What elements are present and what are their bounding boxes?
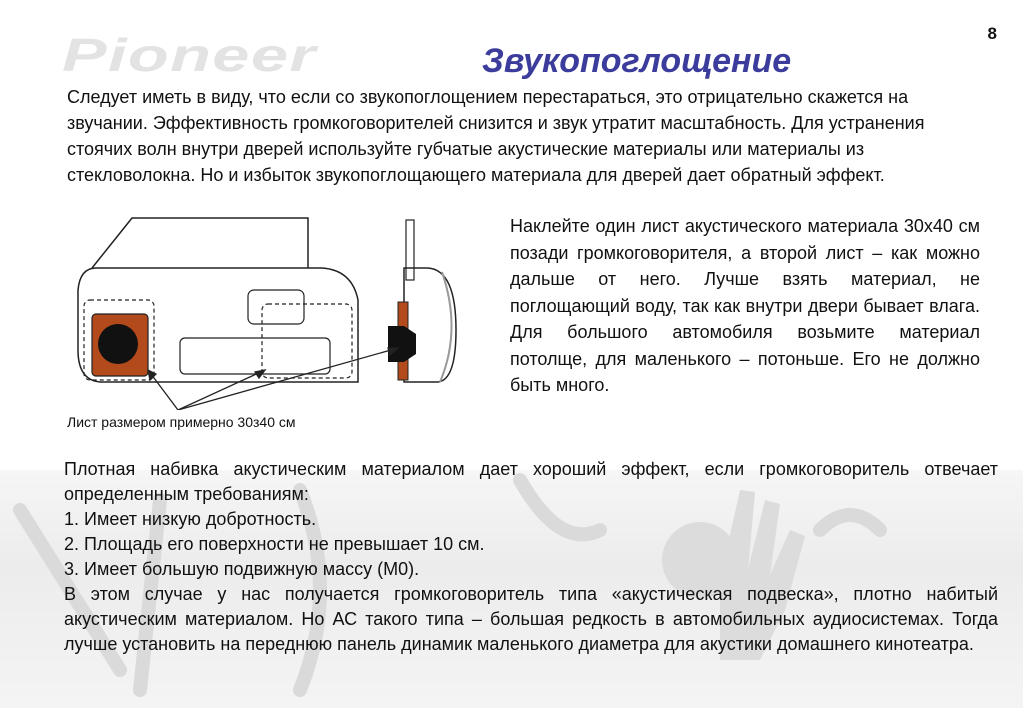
- absorber-sheet-2: [262, 304, 352, 378]
- door-section-speaker: [388, 326, 404, 362]
- door-section-glass: [406, 220, 414, 280]
- door-section-trim: [440, 272, 452, 382]
- requirement-item-1: 1. Имеет низкую добротность.: [64, 509, 317, 529]
- intro-paragraph: Следует иметь в виду, что если со звукопоглощением перестараться, это отрицательно скажется на звучании. Эффективность громкоговорителей снизится и звук утратит масштабность. Для устранения стоячих волн внутри дверей используйте губчатые акустические материалы или материалы из стекловолокна. Но и избыток звукопоглощающего материала для дверей дает обратный эффект.: [67, 87, 925, 185]
- pointer-line-3: [178, 348, 398, 410]
- requirement-item-2: 2. Площадь его поверхности не превышает 10 см.: [64, 534, 485, 554]
- armrest: [180, 338, 330, 374]
- side-paragraph: Наклейте один лист акустического материала 30х40 см позади громкоговорителя, а второй лист – как можно дальше от него. Лучше взять материал, не поглощающий воду, так как внутри двери бывает влага. Для большого автомобиля возьмите материал потолще, для маленького – потоньше. Его не должно быть много.: [510, 216, 980, 395]
- page-number: 8: [987, 24, 997, 43]
- page-title: Звукопоглощение: [482, 42, 792, 80]
- door-window-frame: [92, 218, 308, 268]
- door-diagram: [60, 210, 480, 415]
- door-handle: [248, 290, 304, 324]
- bottom-section: [64, 457, 998, 657]
- pointer-line-2: [178, 370, 265, 410]
- door-section-outline: [404, 268, 456, 382]
- brand-logo: Pioneer: [62, 29, 317, 81]
- requirements-intro: Плотная набивка акустическим материалом дает хороший эффект, если громкоговоритель отвечает определенным требованиям:: [64, 459, 998, 504]
- speaker-cone: [98, 324, 138, 364]
- requirement-item-3: 3. Имеет большую подвижную массу (М0).: [64, 559, 420, 579]
- conclusion-paragraph: В этом случае у нас получается громкоговоритель типа «акустическая подвеска», плотно набитый акустическим материалом. Но АС такого типа – большая редкость в автомобильных аудиосистемах. Тогда лучше установить на переднюю панель динамик маленького диаметра для акустики домашнего кинотеатра.: [64, 584, 998, 654]
- door-section-magnet: [404, 326, 416, 362]
- diagram-caption: Лист размером примерно 30з40 см: [67, 414, 296, 430]
